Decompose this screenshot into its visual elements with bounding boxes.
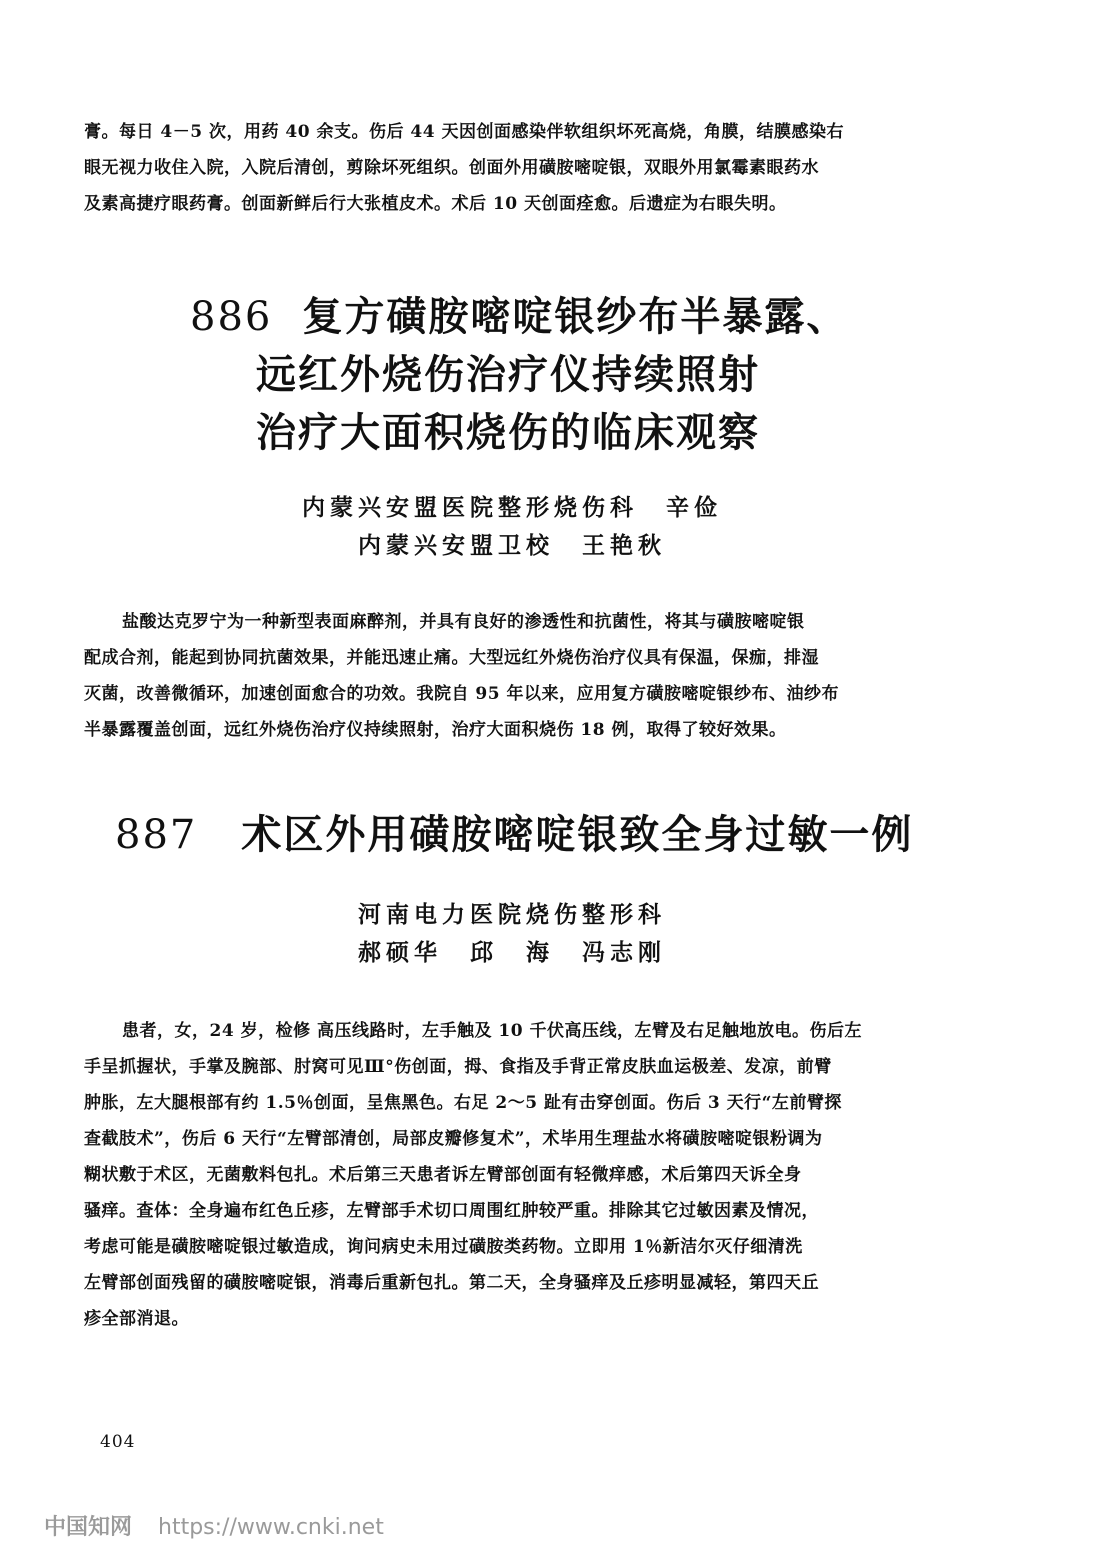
text-line: 膏。每日 4－5 次，用药 40 余支。伤后 44 天因创面感染伴软组织坏死高烧，角膜，结膜感染右 xyxy=(84,122,844,142)
text-line: 盐酸达克罗宁为一种新型表面麻醉剂，并具有良好的渗透性和抗菌性，将其与磺胺嘧啶银 xyxy=(122,612,805,632)
text-line: 左臂部创面残留的磺胺嘧啶银，消毒后重新包扎。第二天，全身骚痒及丘疹明显减轻，第四天丘 xyxy=(84,1273,819,1293)
text-line: 配成合剂，能起到协同抗菌效果，并能迅速止痛。大型远红外烧伤治疗仪具有保温，保痂，排湿 xyxy=(84,648,819,668)
article-886-title xyxy=(190,288,848,462)
author-line: 郝硕华 邱 海 冯志刚 xyxy=(358,939,666,966)
author-line: 河南电力医院烧伤整形科 xyxy=(358,901,666,928)
article-number: 887 xyxy=(115,812,198,858)
title-line: 复方磺胺嘧啶银纱布半暴露、 xyxy=(302,294,849,340)
article-number: 886 xyxy=(190,294,273,340)
text-line: 手呈抓握状，手掌及腕部、肘窝可见Ⅲ°伤创面，拇、食指及手背正常皮肤血运极差、发凉，前臂 xyxy=(84,1057,832,1077)
article-887-authors xyxy=(358,896,666,972)
article-887-title xyxy=(115,806,913,864)
author-line: 内蒙兴安盟医院整形烧伤科 辛俭 xyxy=(302,494,722,521)
text-line: 疹全部消退。 xyxy=(84,1309,189,1329)
author-line: 内蒙兴安盟卫校 王艳秋 xyxy=(358,532,666,559)
article-886-authors xyxy=(302,489,722,565)
title-line: 治疗大面积烧伤的临床观察 xyxy=(256,410,760,456)
title-line: 远红外烧伤治疗仪持续照射 xyxy=(256,352,760,398)
text-line: 肿胀，左大腿根部有约 1.5％创面，呈焦黑色。右足 2～5 趾有击穿创面。伤后 3 天行“左前臂探 xyxy=(84,1093,842,1113)
title-line: 术区外用磺胺嘧啶银致全身过敏一例 xyxy=(241,812,914,858)
article-887-body xyxy=(84,1013,964,1337)
text-line: 考虑可能是磺胺嘧啶银过敏造成，询问病史未用过磺胺类药物。立即用 1％新洁尔灭仔细清洗 xyxy=(84,1237,803,1257)
footer-watermark xyxy=(44,1510,384,1541)
text-line: 及素高捷疗眼药膏。创面新鲜后行大张植皮术。术后 10 天创面痊愈。后遗症为右眼失明。 xyxy=(84,194,787,214)
text-line: 糊状敷于术区，无菌敷料包扎。术后第三天患者诉左臂部创面有轻微痒感，术后第四天诉全身 xyxy=(84,1165,802,1185)
cnki-url-link[interactable]: https://www.cnki.net xyxy=(158,1515,384,1540)
article-886-body xyxy=(84,604,964,748)
text-line: 患者，女，24 岁，检修 高压线路时，左手触及 10 千伏高压线，左臂及右足触地放电。伤后左 xyxy=(122,1021,862,1041)
text-line: 骚痒。查体：全身遍布红色丘疹，左臂部手术切口周围红肿较严重。排除其它过敏因素及情况， xyxy=(84,1201,819,1221)
page-number: 404 xyxy=(100,1432,136,1452)
top-paragraph xyxy=(84,114,964,222)
text-line: 眼无视力收住入院，入院后清创，剪除坏死组织。创面外用磺胺嘧啶银，双眼外用氯霉素眼药水 xyxy=(84,158,819,178)
text-line: 半暴露覆盖创面，远红外烧伤治疗仪持续照射，治疗大面积烧伤 18 例，取得了较好效果。 xyxy=(84,720,787,740)
text-line: 灭菌，改善微循环，加速创面愈合的功效。我院自 95 年以来，应用复方磺胺嘧啶银纱布、油纱布 xyxy=(84,684,839,704)
cnki-brand: 中国知网 xyxy=(44,1515,133,1540)
text-line: 查截肢术”，伤后 6 天行“左臂部清创，局部皮瓣修复术”，术毕用生理盐水将磺胺嘧啶银粉调为 xyxy=(84,1129,823,1149)
